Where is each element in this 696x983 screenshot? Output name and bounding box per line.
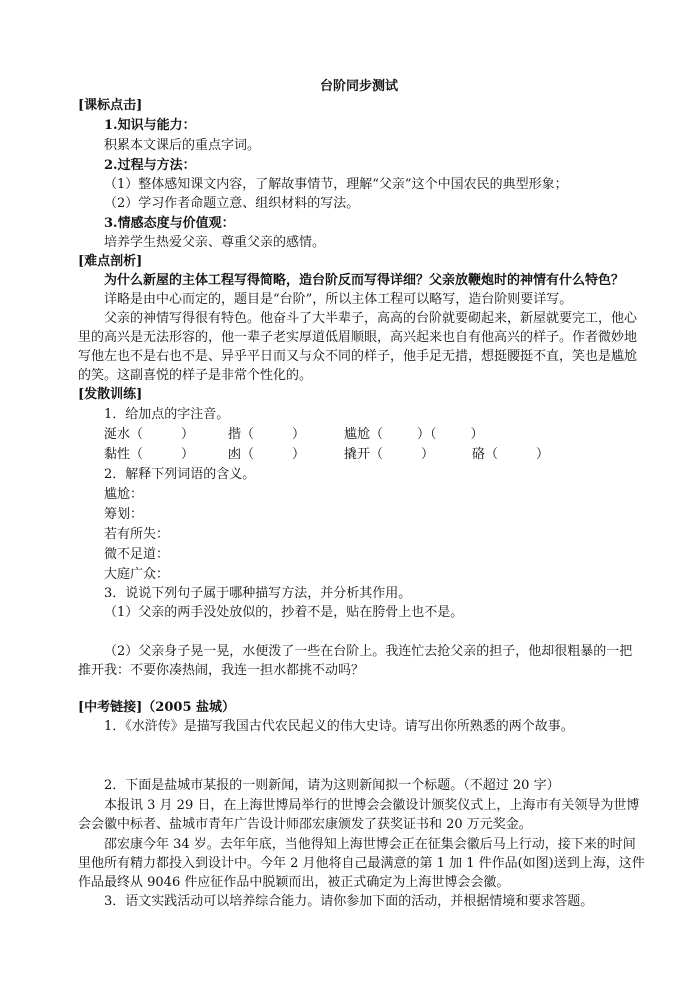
page-title: 台阶同步测试 [320,79,399,94]
nandian-line-3: 里的高兴是无法形容的，他一辈子老实厚道低眉顺眼，高兴起来也自有他高兴的样子。作者微妙地 [78,330,638,345]
news-line-3: 邵宏康今年 34 岁。去年年底，当他得知上海世博会正在征集会徽后马上行动，接下来的时间 [104,837,636,852]
term-ganga: 尴尬： [104,487,144,502]
zhongkao-question-2: 2．下面是盐城市某报的一则新闻，请为这则新闻拟一个标题。（不超过 20 字） [104,778,560,793]
section-heading-fazhan: [发散训练] [78,387,143,402]
pinyin-item-dang: 凼（ ） [228,447,306,462]
news-line-4: 里他所有精力都投入到设计中。今年 2 月他将自己最满意的第 1 加 1 件作品(如图)送到上海，这件 [78,856,645,871]
fazhan-question-3: 3．说说下列句子属于哪种描写方法，并分析其作用。 [104,586,412,601]
news-line-1: 本报讯 3 月 29 日，在上海世博局举行的世博会会徽设计颁奖仪式上，上海市有关领导为世博 [104,798,640,813]
kebiao-text-2b: （2）学习作者命题立意、组织材料的写法。 [104,196,360,211]
kebiao-heading-1: 1.知识与能力： [104,118,196,133]
news-line-5: 作品最终从 9046 件应征作品中脱颖而出，被正式确定为上海世博会会徽。 [78,875,510,890]
section-heading-nandian: [难点剖析] [78,254,143,269]
term-dating: 大庭广众： [104,567,170,582]
zhongkao-question-3: 3．语文实践活动可以培养综合能力。请你参加下面的活动，并根据情境和要求答题。 [104,894,594,909]
pinyin-item-nianxing: 黏性（ ） [104,447,195,462]
nandian-line-2: 父亲的神情写得很有特色。他奋斗了大半辈子，高高的台阶就要砌起来，新屋就要完工，他心 [104,311,638,326]
pinyin-item-qiaokai: 撬开（ ） [344,447,435,462]
pinyin-item-xianshui: 涎水（ ） [104,427,195,442]
fazhan-sentence-2b: 推开我：不要你凑热闹，我连一担水都挑不动吗？ [78,663,365,678]
kebiao-text-1: 积累本文课后的重点字词。 [104,138,261,153]
nandian-line-4: 写他左也不是右也不是、异乎平日而又与众不同的样子，他手足无措，想挺腰挺不直，笑也是尴尬 [78,349,638,364]
term-weibuzudao: 微不足道： [104,547,170,562]
nandian-question: 为什么新屋的主体工程写得简略，造台阶反而写得详细？父亲放鞭炮时的神情有什么特色？ [104,273,625,288]
kebiao-text-3: 培养学生热爱父亲、尊重父亲的感情。 [104,235,326,250]
fazhan-sentence-1: （1）父亲的两手没处放似的，抄着不是，贴在胯骨上也不是。 [104,605,464,620]
section-heading-zhongkao: [中考链接]（2005 盐城） [78,700,236,715]
kebiao-heading-2: 2.过程与方法： [104,158,196,173]
pinyin-item-ganga: 尴尬（ ）（ ） [344,427,484,442]
zhongkao-question-1: 1．《水浒传》是描写我国古代农民起义的伟大史诗。请写出你所熟悉的两个故事。 [104,719,574,734]
fazhan-sentence-2a: （2）父亲身子晃一晃，水便泼了一些在台阶上。我连忙去抢父亲的担子，他却很粗暴的一把 [104,644,633,659]
term-ruoyousuoshi: 若有所失： [104,527,170,542]
section-heading-kebiao: [课标点击] [78,98,143,113]
kebiao-text-2a: （1）整体感知课文内容，了解故事情节，理解“父亲”这个中国农民的典型形象； [104,177,568,192]
kebiao-heading-3: 3.情感态度与价值观： [104,216,235,231]
pinyin-item-kai: 揩（ ） [228,427,306,442]
term-chouhua: 筹划： [104,507,144,522]
nandian-line-5: 的笑。这副喜悦的样子是非常个性化的。 [78,368,313,383]
fazhan-question-2: 2．解释下列词语的含义。 [104,467,256,482]
pinyin-item-ge: 硌（ ） [472,447,550,462]
news-line-2: 会会徽中标者、盐城市青年广告设计师邵宏康颁发了获奖证书和 20 万元奖金。 [78,817,532,832]
nandian-line-1: 详略是由中心而定的，题目是“台阶”，所以主体工程可以略写，造台阶则要详写。 [104,292,573,307]
fazhan-question-1: 1．给加点的字注音。 [104,407,230,422]
